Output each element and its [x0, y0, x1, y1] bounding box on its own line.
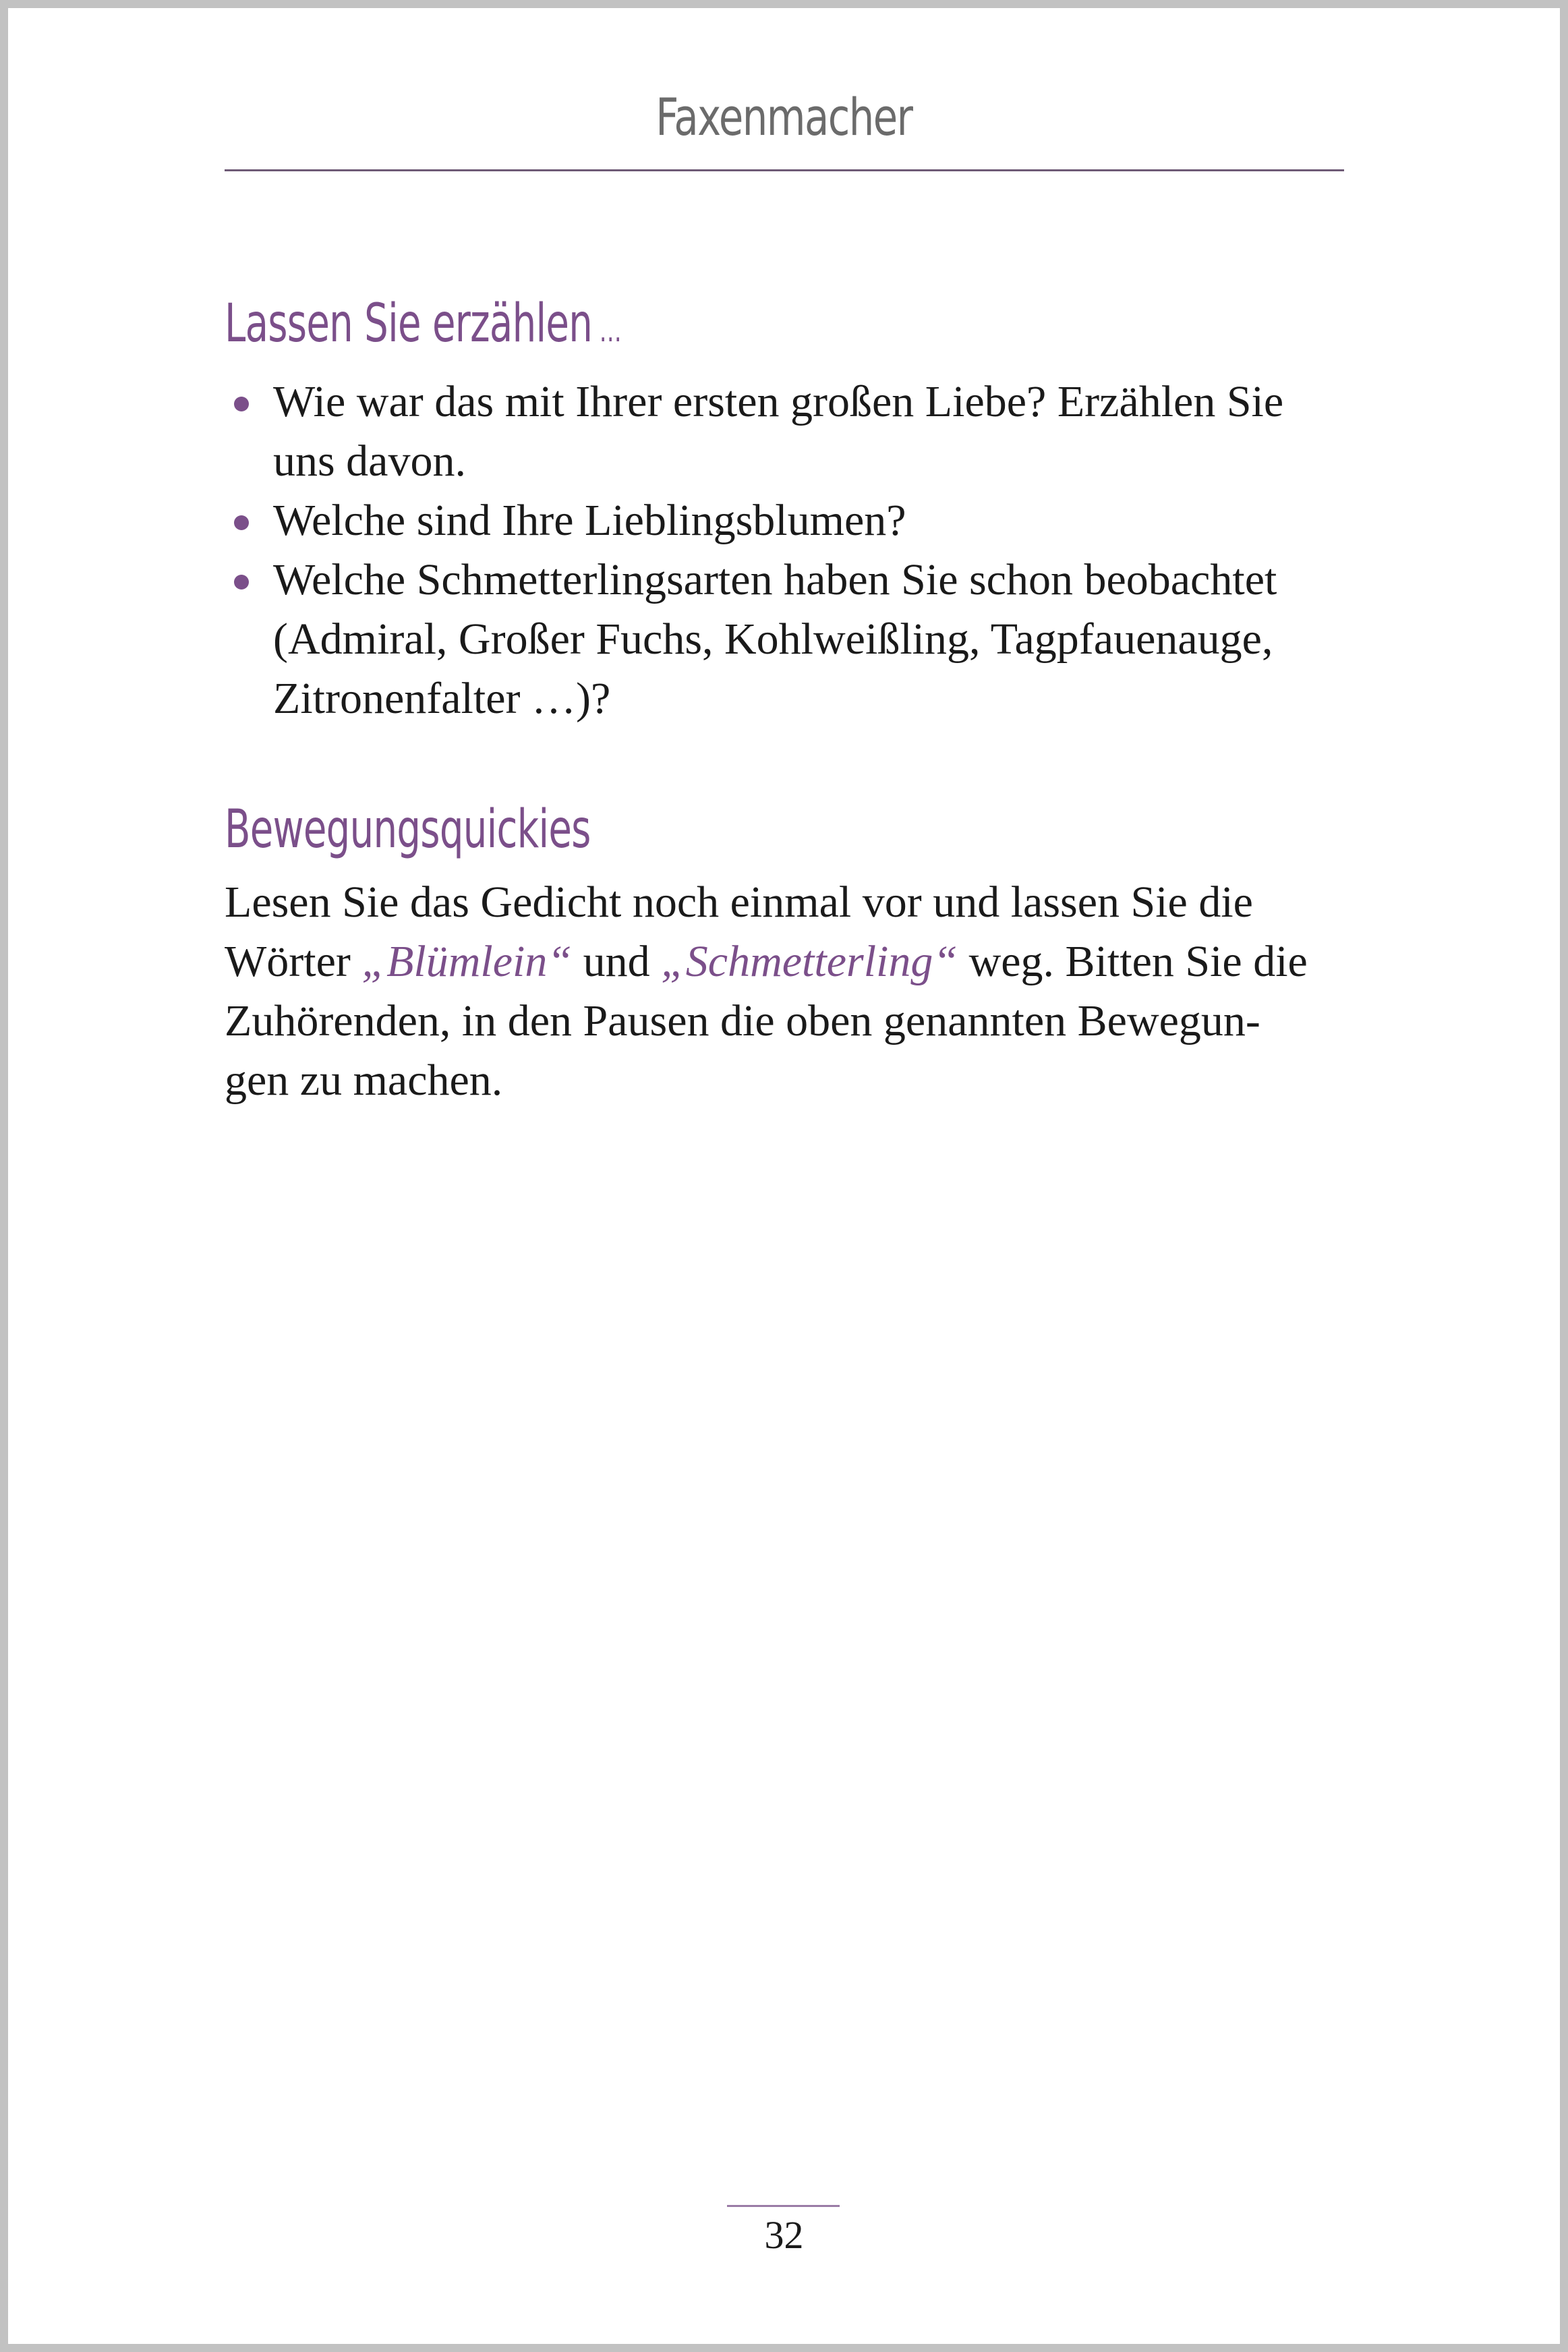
instruction-paragraph	[225, 873, 1371, 1110]
heading-text: Lassen Sie erzählen	[225, 293, 593, 354]
list-item	[225, 491, 1358, 550]
paragraph-text: weg. Bitten Sie die	[958, 937, 1308, 986]
list-item-line: Wie war das mit Ihrer ersten großen Liebe? Erzählen Sie	[273, 377, 1284, 426]
paragraph-line: Zuhörenden, in den Pausen die oben genannten Bewegun-	[225, 996, 1260, 1045]
bullet-dot-icon	[234, 397, 249, 411]
footer-rule	[727, 2205, 840, 2207]
emphasized-word-bluemlein: „Blümlein“	[361, 937, 573, 986]
paragraph-line: gen zu machen.	[225, 1056, 503, 1105]
list-item	[225, 372, 1358, 491]
header-rule	[225, 169, 1344, 171]
list-item-line: uns davon.	[273, 436, 466, 486]
paragraph-text: Wörter	[225, 937, 362, 986]
list-item-line: Welche Schmetterlingsarten haben Sie schon beobachtet	[273, 555, 1277, 604]
bullet-dot-icon	[234, 515, 249, 530]
section-heading-bewegungsquickies: Bewegungsquickies	[225, 799, 591, 860]
list-item	[225, 550, 1358, 728]
question-list	[225, 372, 1358, 728]
paragraph-line	[225, 932, 1371, 992]
paragraph-text: und	[572, 937, 662, 986]
section-heading-lassen-sie-erzaehlen	[225, 290, 622, 364]
bullet-dot-icon	[234, 575, 249, 590]
list-item-line: (Admiral, Großer Fuchs, Kohlweißling, Tagpfauenauge,	[273, 614, 1273, 664]
emphasized-word-schmetterling: „Schmetterling“	[661, 937, 958, 986]
heading-ellipsis: …	[592, 312, 622, 349]
list-item-line: Welche sind Ihre Lieblingsblumen?	[273, 496, 906, 545]
page-number: 32	[764, 2213, 804, 2257]
running-head: Faxenmacher	[656, 87, 912, 147]
book-page	[8, 8, 1560, 2344]
paragraph-line: Lesen Sie das Gedicht noch einmal vor und lassen Sie die	[225, 878, 1253, 927]
list-item-line: Zitronenfalter …)?	[273, 674, 611, 723]
